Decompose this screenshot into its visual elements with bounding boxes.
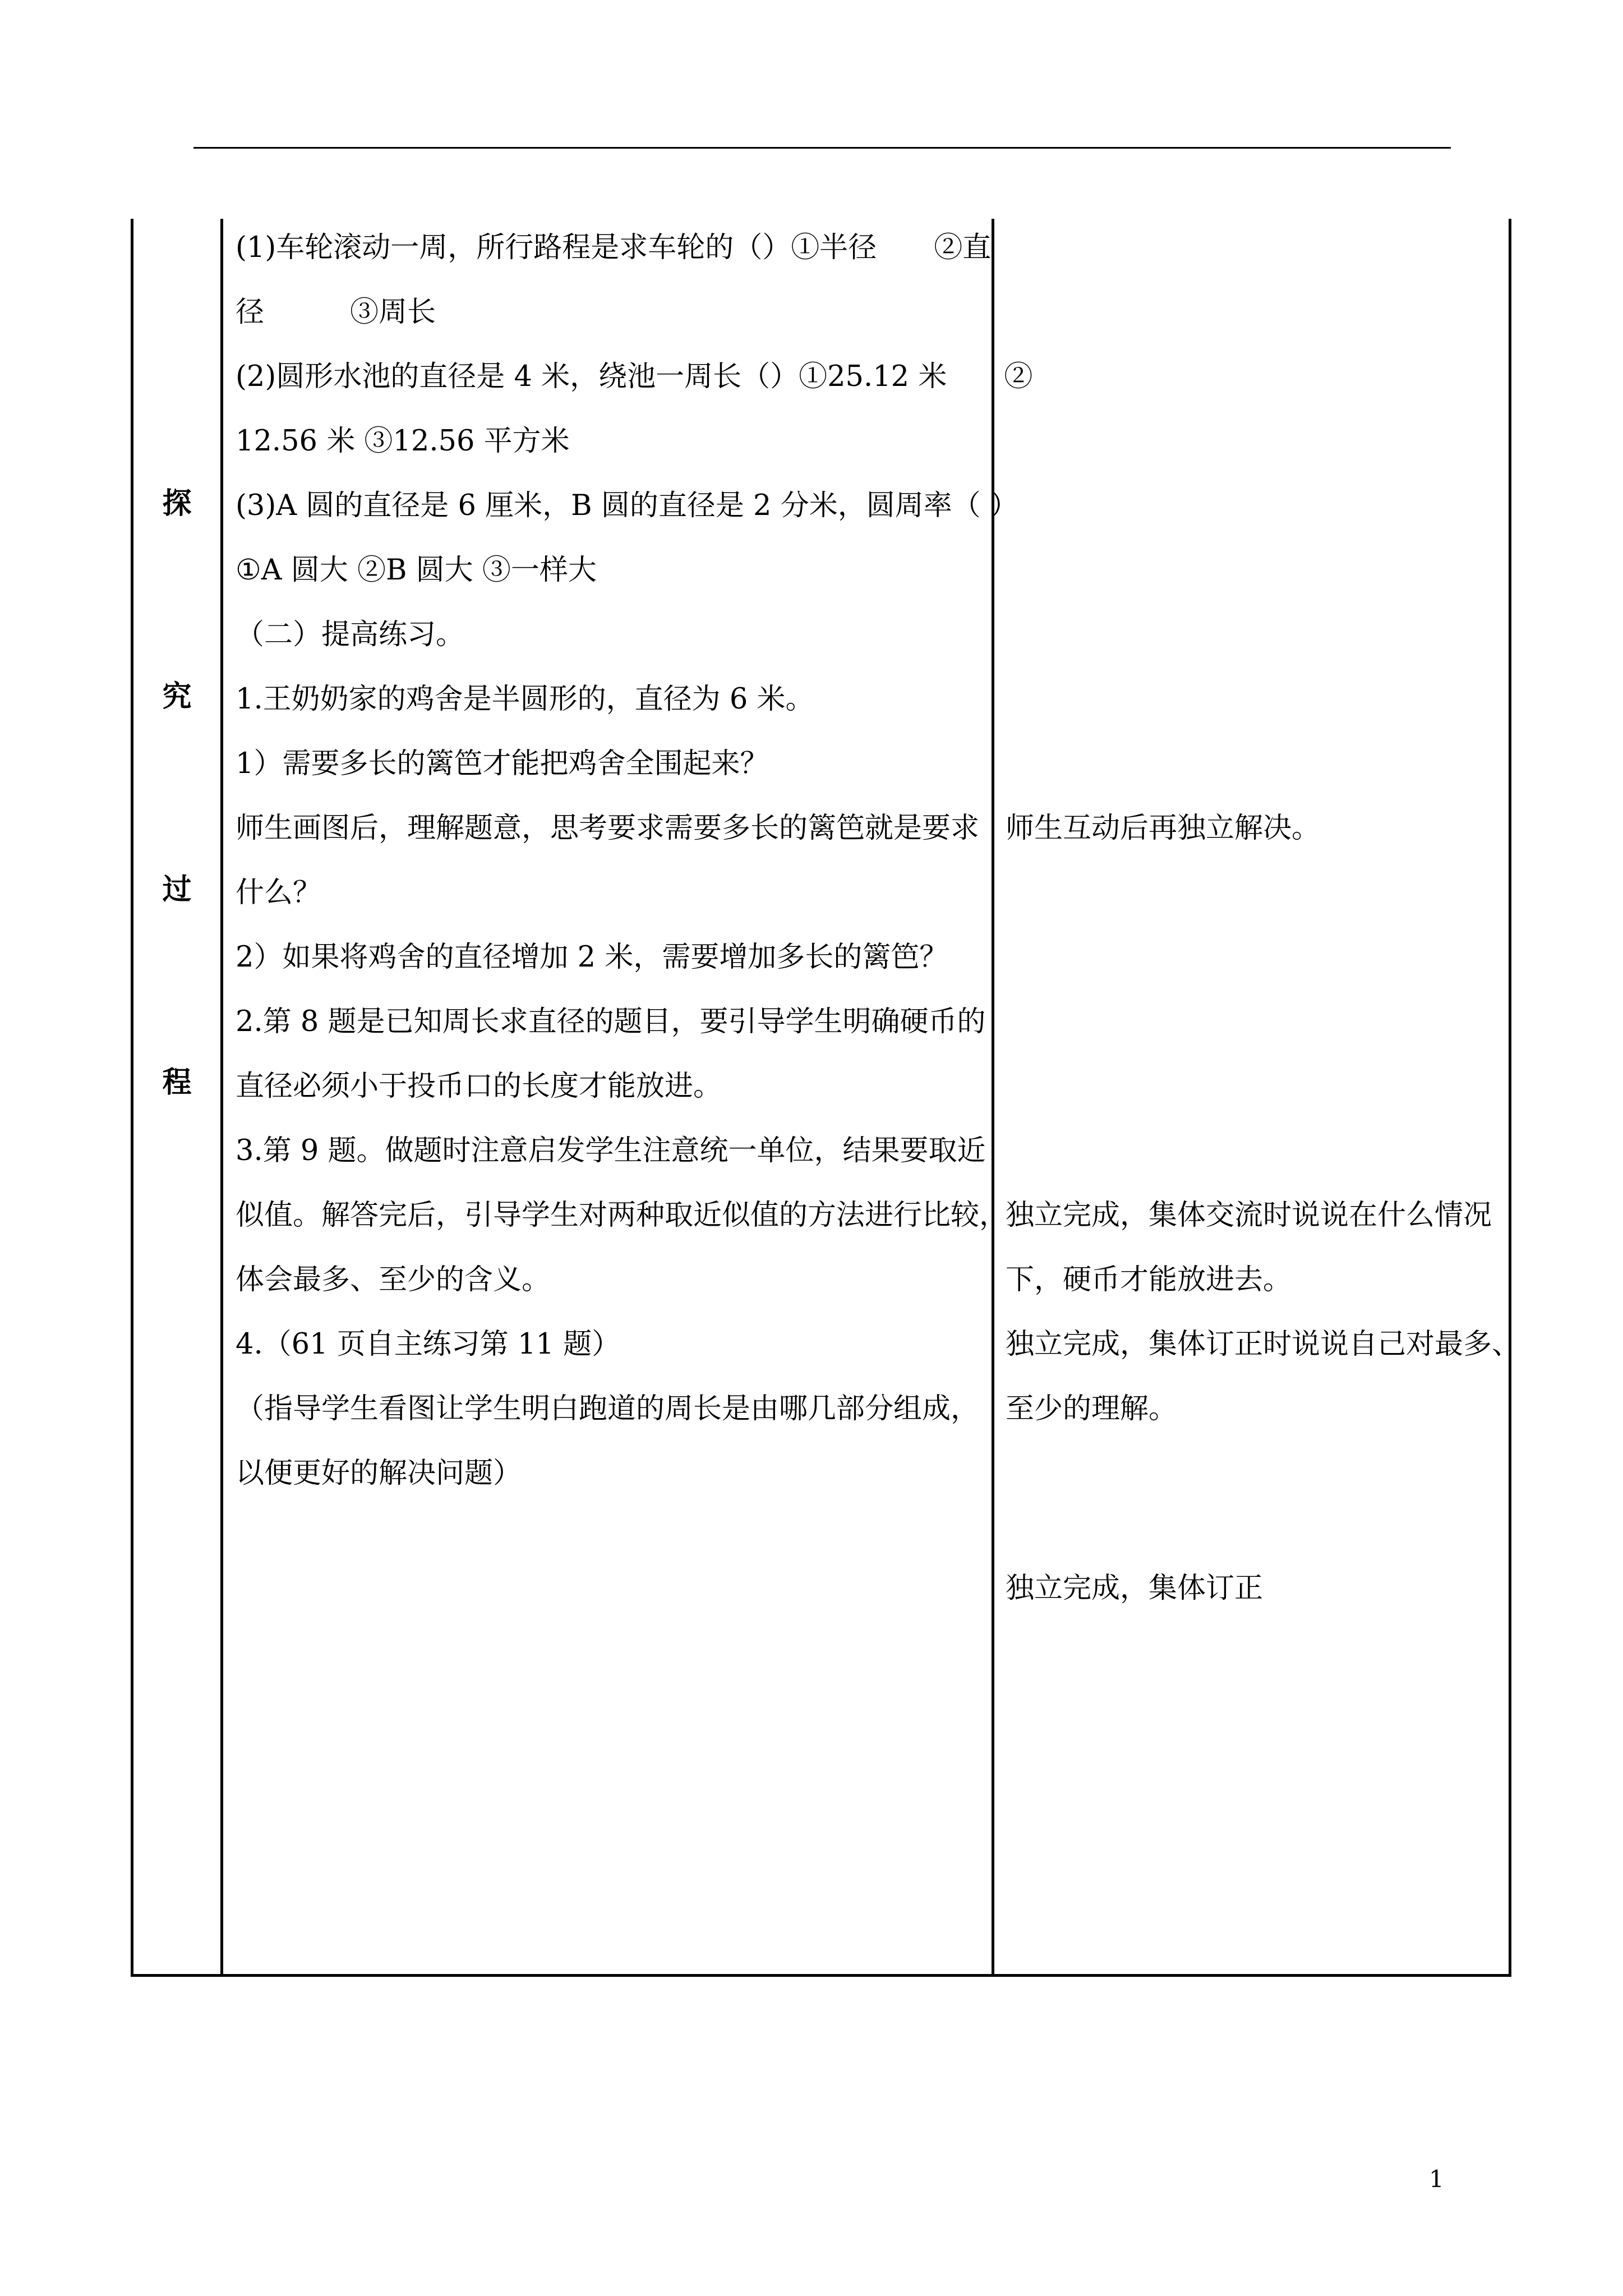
note-line: 师生互动后再独立解决。 <box>1006 812 1321 845</box>
note-line: 至少的理解。 <box>1006 1392 1178 1425</box>
section-label-char: 过 <box>162 872 192 907</box>
text-line: 似值。解答完后，引导学生对两种取近似值的方法进行比较， <box>236 1199 1008 1232</box>
text-line: 4.（61 页自主练习第 11 题） <box>236 1328 621 1361</box>
text-line: 径 ③周长 <box>236 296 436 329</box>
text-line: 以便更好的解决问题） <box>236 1457 522 1490</box>
text-line: 直径必须小于投币口的长度才能放进。 <box>236 1070 722 1103</box>
note-line: 独立完成，集体订正 <box>1006 1572 1264 1605</box>
text-line: (1)车轮滚动一周，所行路程是求车轮的（）①半径 ②直 <box>236 231 992 264</box>
text-line: (3)A 圆的直径是 6 厘米，B 圆的直径是 2 分米，圆周率（ ） <box>236 489 1018 522</box>
text-line: （指导学生看图让学生明白跑道的周长是由哪几部分组成， <box>236 1392 980 1425</box>
text-line: ①A 圆大 ②B 圆大 ③一样大 <box>236 554 597 587</box>
table-divider-right <box>992 219 994 1974</box>
section-label-char: 程 <box>162 1065 192 1099</box>
text-line: 体会最多、至少的含义。 <box>236 1263 551 1296</box>
header-rule <box>193 147 1451 149</box>
text-line: 2.第 8 题是已知周长求直径的题目，要引导学生明确硬币的 <box>236 1005 986 1038</box>
note-line: 独立完成，集体交流时说说在什么情况 <box>1006 1199 1492 1232</box>
text-line: 2）如果将鸡舍的直径增加 2 米，需要增加多长的篱笆？ <box>236 941 948 974</box>
note-line: 下，硬币才能放进去。 <box>1006 1263 1292 1296</box>
table-divider-left <box>220 219 223 1974</box>
text-line: 3.第 9 题。做题时注意启发学生注意统一单位，结果要取近 <box>236 1134 986 1167</box>
page-number: 1 <box>1429 2165 1444 2193</box>
text-line: 1）需要多长的篱笆才能把鸡舍全围起来？ <box>236 747 769 780</box>
section-label-char: 探 <box>162 486 192 521</box>
note-line: 独立完成，集体订正时说说自己对最多、 <box>1006 1328 1521 1361</box>
text-line: 12.56 米 ③12.56 平方米 <box>236 425 570 458</box>
text-line: (2)圆形水池的直径是 4 米，绕池一周长（）①25.12 米 ② <box>236 360 1033 393</box>
text-line: 1.王奶奶家的鸡舍是半圆形的，直径为 6 米。 <box>236 683 814 716</box>
section-label-char: 究 <box>162 679 192 714</box>
text-line: （二）提高练习。 <box>236 618 465 651</box>
text-line: 什么？ <box>236 876 322 909</box>
text-line: 师生画图后，理解题意，思考要求需要多长的篱笆就是要求 <box>236 812 980 845</box>
lesson-table <box>131 219 1521 1977</box>
